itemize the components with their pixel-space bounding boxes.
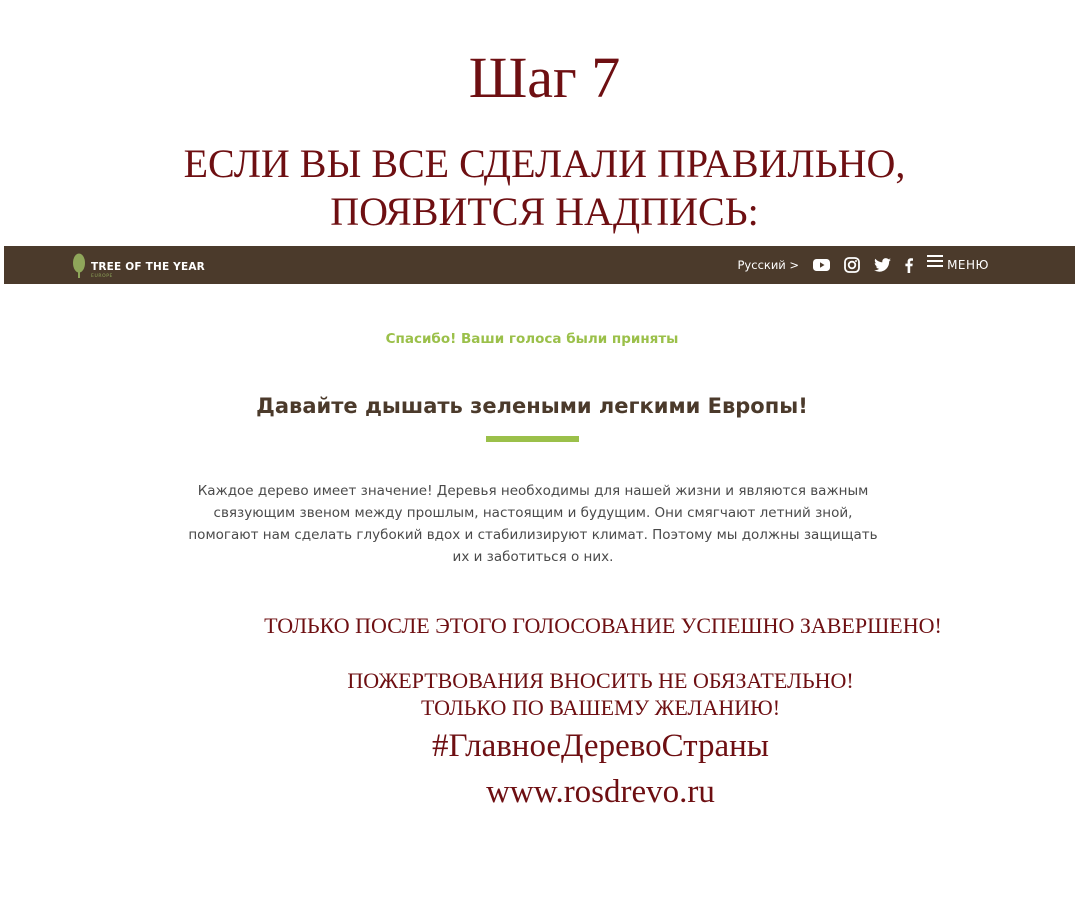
step-title: Шаг 7 <box>468 45 621 110</box>
instruction-text <box>0 140 1089 236</box>
header-actions <box>738 246 990 284</box>
site-paragraph <box>150 480 916 568</box>
youtube-icon[interactable] <box>813 259 830 271</box>
paragraph-line-4: их и заботиться о них. <box>452 549 614 565</box>
green-divider <box>486 436 579 442</box>
facebook-icon[interactable] <box>905 258 913 273</box>
language-selector[interactable]: Русский > <box>737 258 800 272</box>
hashtag: #ГлавноеДеревоСтраны <box>432 728 769 764</box>
donations-line-2: ТОЛЬКО ПО ВАШЕМУ ЖЕЛАНИЮ! <box>420 695 781 720</box>
donations-note <box>0 667 1089 721</box>
donations-line-1: ПОЖЕРТВОВАНИЯ ВНОСИТЬ НЕ ОБЯЗАТЕЛЬНО! <box>347 668 854 693</box>
menu-label: МЕНЮ <box>947 258 989 272</box>
voting-complete-note: ТОЛЬКО ПОСЛЕ ЭТОГО ГОЛОСОВАНИЕ УСПЕШНО ЗАВЕРШЕНО! <box>264 613 942 638</box>
paragraph-line-2: связующим звеном между прошлым, настоящим и будущим. Они смягчают летний зной, <box>213 505 853 521</box>
website-url[interactable]: www.rosdrevo.ru <box>486 774 715 810</box>
instruction-line-2: ПОЯВИТСЯ НАДПИСЬ: <box>330 189 759 234</box>
twitter-icon[interactable] <box>874 258 891 272</box>
instagram-icon[interactable] <box>844 257 860 273</box>
logo-title: TREE OF THE YEAR <box>91 261 205 273</box>
site-heading: Давайте дышать зелеными легкими Европы! <box>256 394 808 418</box>
menu-button[interactable] <box>927 258 989 272</box>
hamburger-icon <box>927 255 943 267</box>
thanks-message: Спасибо! Ваши голоса были приняты <box>385 331 679 347</box>
tree-logo-icon <box>72 253 86 279</box>
paragraph-line-3: помогают нам сделать глубокий вдох и стабилизируют климат. Поэтому мы должны защищать <box>188 527 878 543</box>
instruction-line-1: ЕСЛИ ВЫ ВСЕ СДЕЛАЛИ ПРАВИЛЬНО, <box>183 141 906 186</box>
logo-subtitle: EUROPE <box>91 274 113 279</box>
site-header <box>4 246 1075 284</box>
paragraph-line-1: Каждое дерево имеет значение! Деревья необходимы для нашей жизни и являются важным <box>197 483 869 499</box>
